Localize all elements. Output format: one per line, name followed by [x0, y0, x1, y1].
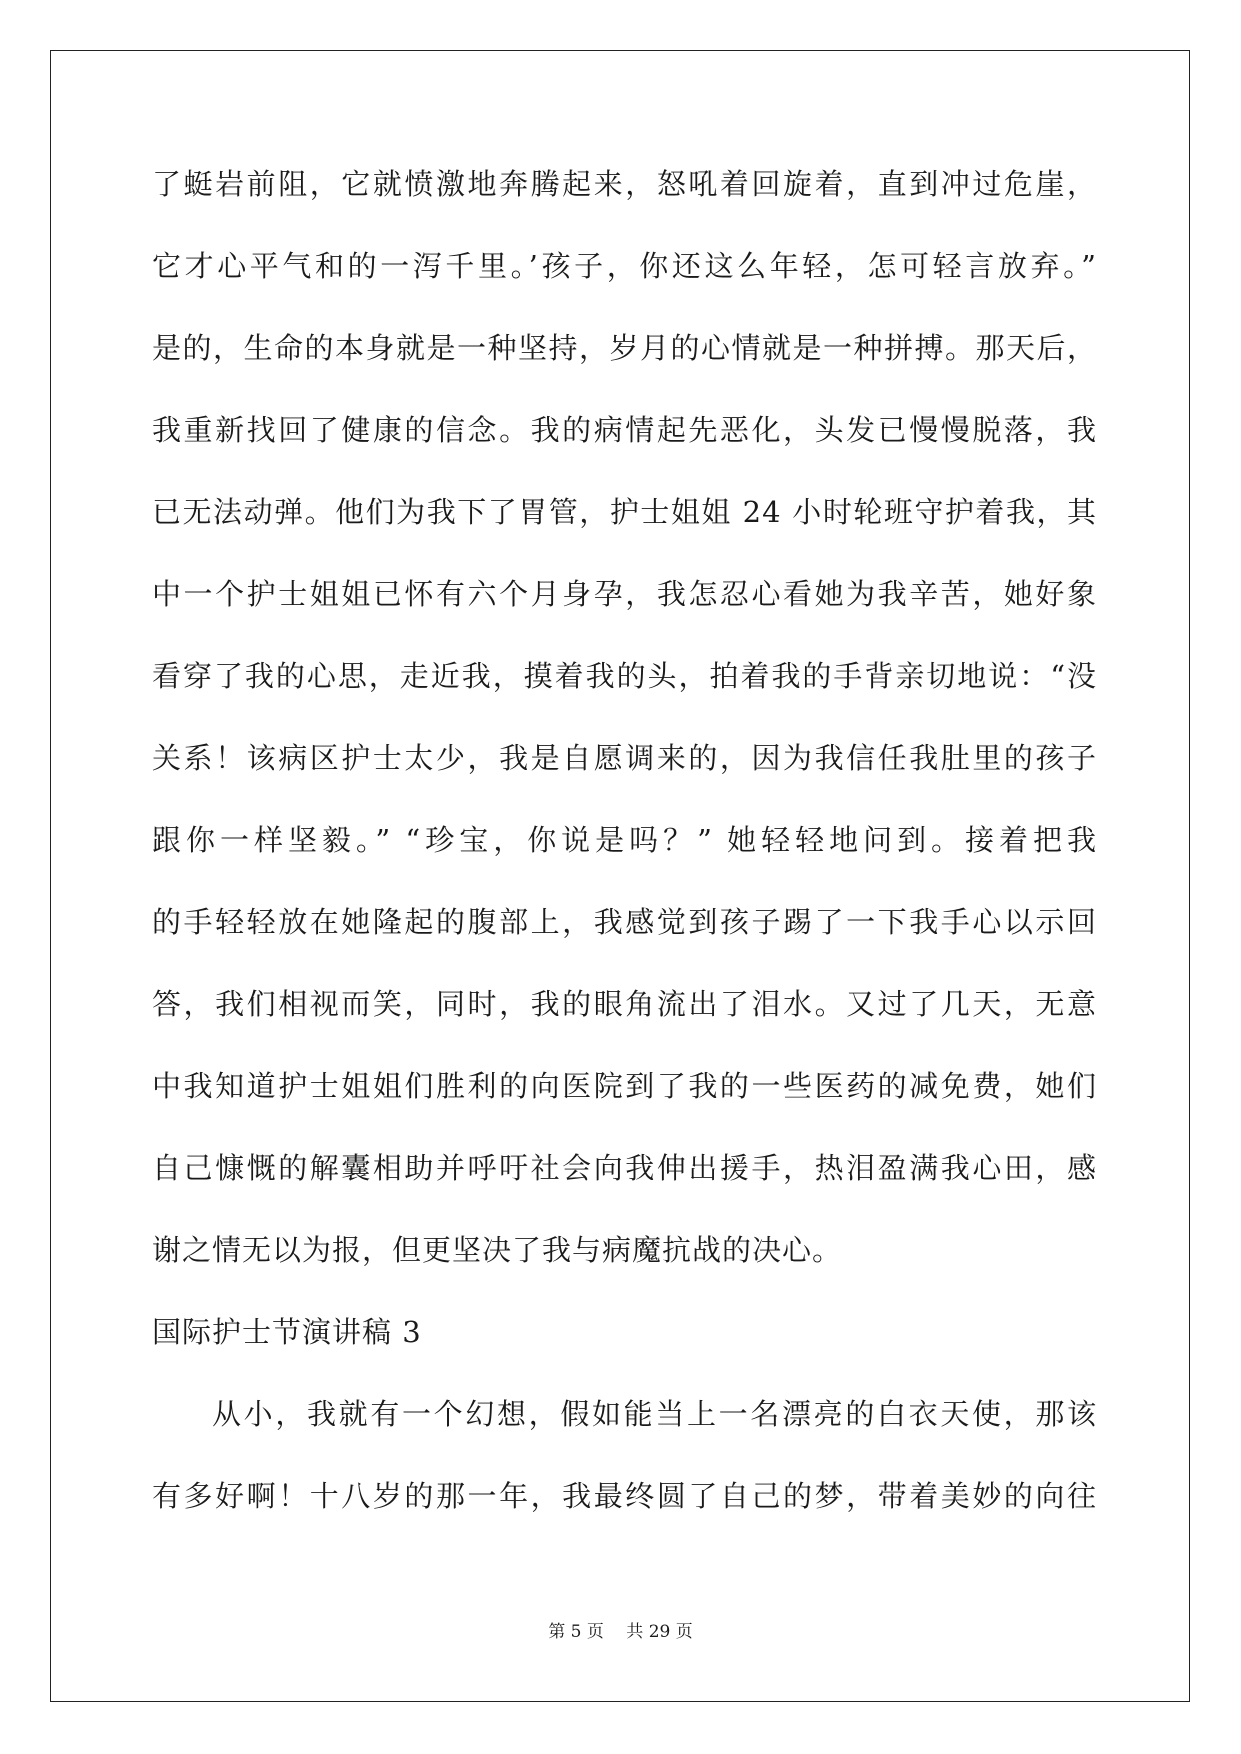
- text-line: 有多好啊！十八岁的那一年，我最终圆了自己的梦，带着美妙的向往: [152, 1479, 1097, 1513]
- text-line: 跟你一样坚毅。” “珍宝，你说是吗？” 她轻轻地问到。接着把我: [152, 823, 1097, 857]
- text-line: 了蜓岩前阻，它就愤激地奔腾起来，怒吼着回旋着，直到冲过危崖，: [152, 167, 1097, 201]
- document-body: [152, 160, 1097, 1554]
- text-line: 中我知道护士姐姐们胜利的向医院到了我的一些医药的减免费，她们: [152, 1069, 1097, 1103]
- text-line: 的手轻轻放在她隆起的腹部上，我感觉到孩子踢了一下我手心以示回: [152, 905, 1097, 939]
- text-line: 已无法动弹。他们为我下了胃管，护士姐姐 24 小时轮班守护着我，其: [152, 495, 1097, 529]
- text-line: 自己慷慨的解囊相助并呼吁社会向我伸出援手，热泪盈满我心田，感: [152, 1151, 1097, 1185]
- section-title: 国际护士节演讲稿 3: [152, 1315, 422, 1349]
- text-line: 我重新找回了健康的信念。我的病情起先恶化，头发已慢慢脱落，我: [152, 413, 1097, 447]
- text-line: 从小，我就有一个幻想，假如能当上一名漂亮的白衣天使，那该: [212, 1397, 1097, 1431]
- text-line: 关系！该病区护士太少，我是自愿调来的，因为我信任我肚里的孩子: [152, 741, 1097, 775]
- text-line: 谢之情无以为报，但更坚决了我与病魔抗战的决心。: [152, 1233, 843, 1267]
- text-line: 它才心平气和的一泻千里。’孩子，你还这么年轻，怎可轻言放弃。”: [152, 249, 1097, 283]
- text-line: 是的，生命的本身就是一种坚持，岁月的心情就是一种拼搏。那天后，: [152, 331, 1097, 365]
- text-line: 看穿了我的心思，走近我，摸着我的头，拍着我的手背亲切地说：“没: [152, 659, 1097, 693]
- text-line: 中一个护士姐姐已怀有六个月身孕，我怎忍心看她为我辛苦，她好象: [152, 577, 1097, 611]
- page-number: 第 5 页 共 29 页: [548, 1622, 693, 1642]
- text-line: 答，我们相视而笑，同时，我的眼角流出了泪水。又过了几天，无意: [152, 987, 1097, 1021]
